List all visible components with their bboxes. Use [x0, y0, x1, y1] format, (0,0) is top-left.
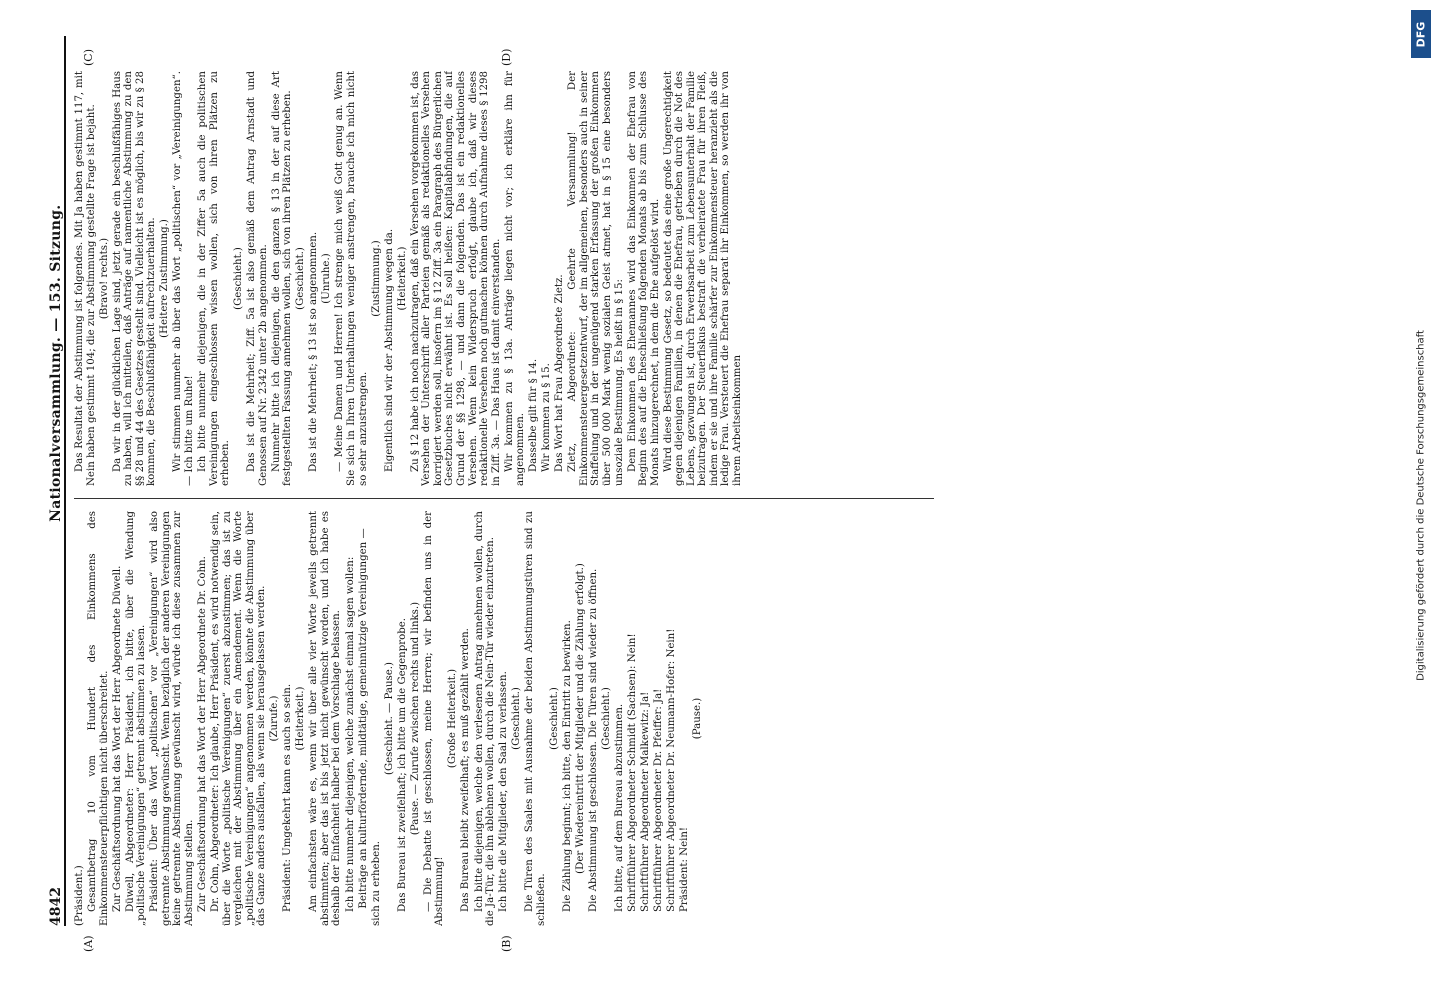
paragraph: Das Bureau bleibt zweifelhaft; es muß gezählt werden.: [460, 628, 472, 912]
paragraph: Schriftführer Abgeordneter Schmidt (Sachsen): Nein!: [627, 633, 639, 912]
interjection: (Große Heiterkeit.): [447, 668, 459, 769]
right-column: [74, 71, 934, 486]
paragraph: Das Resultat der Abstimmung ist folgendes. Mit Ja haben gestimmt 117, mit Nein haben gestimmt 104; die zur Abstimmung gestellte Frage ist bejaht.: [74, 71, 97, 486]
session-title: Nationalversammlung. — 153. Sitzung.: [48, 204, 64, 522]
paragraph: Eigentlich sind wir der Abstimmung wegen da.: [383, 228, 395, 472]
interjection: (Heitere Zustimmung.): [159, 219, 171, 338]
paragraph: Präsident: Umgekehrt kann es auch so sein.: [282, 683, 294, 912]
paragraph: Die Türen des Saales mit Ausnahme der beiden Abstimmungstüren sind zu schließen.: [524, 511, 547, 926]
paragraph: Ich bitte die Mitglieder, den Saal zu verlassen.: [498, 671, 510, 912]
interjection: (Heiterkeit.): [396, 246, 408, 311]
paragraph: Am einfachsten wäre es, wenn wir über alle vier Worte jeweils getrennt abstimmten; aber das ist bis jetzt nicht gewünscht worden, und ich habe es deshalb der Einfachheit halber bei dem Vorschlage belassen.: [308, 511, 343, 926]
left-column: [74, 511, 934, 926]
margin-mark-a: (A): [82, 935, 95, 952]
paragraph: Präsident: Nein!: [679, 826, 691, 912]
paragraph: Wir stimmen nunmehr ab über das Wort „politischen“ vor „Vereinigungen“. — Ich bitte um Ruhe!: [172, 71, 195, 486]
paragraph: Die Abstimmung ist geschlossen. Die Türen sind wieder zu öffnen.: [587, 568, 599, 912]
interjection: (Geschieht.): [600, 687, 612, 750]
paragraph: Schriftführer Abgeordneter Malkewitz: Ja!: [640, 691, 652, 912]
interjection: (Zurufe.): [269, 695, 281, 742]
paragraph: Das ist die Mehrheit; Ziff. 5a ist also gemäß dem Antrag Arnstadt und Genossen auf Nr. 2342 unter 2b angenommen.: [246, 71, 269, 486]
margin-mark-c: (C): [82, 49, 95, 66]
paragraph: Wir kommen zu § 13a. Anträge liegen nicht vor; ich erkläre ihn für angenommen.: [503, 71, 527, 486]
funding-sidebar: [1408, 0, 1434, 1000]
paragraph: Zu § 12 habe ich noch nachzutragen, daß ein Versehen vorgekommen ist, das Versehen der Unterschrift aller Parteien gemäß als redaktionelles Versehen korrigiert werden soll, insofern im § 12 Ziff. 3a ein Paragraph des Bürgerlichen Gesetzbuches nicht erwähnt ist. Es soll heißen: Kapitalabfindungen, die auf Grund der §§ 1298, — und dann die folgenden. Das ist ein redaktionelles Versehen. Wenn kein Widerspruch erfolgt, glaube ich, daß wir dieses redaktionelle Versehen noch gutmachen können durch Aufnahme dieses § 1298 in Ziff. 3a. — Das Haus ist damit einverstanden.: [409, 71, 502, 486]
interjection: (Der Wiedereintritt der Mitglieder und die Zählung erfolgt.): [574, 563, 586, 874]
paragraph: Wir kommen zu § 15.: [541, 363, 553, 472]
paragraph: — Die Debatte ist geschlossen, meine Herren; wir befinden uns in der Abstimmung!: [422, 511, 446, 926]
paragraph: Das Wort hat Frau Abgeordnete Zietz.: [554, 274, 566, 472]
interjection: (Unruhe.): [321, 253, 333, 304]
paragraph: Dr. Cohn, Abgeordneter: Ich glaube, Herr Präsident, es wird notwendig sein, über die Worte „politische Vereinigungen“ zuerst abzustimmen; das ist zu vergleichen mit der Abstimmung über ein Amendement. Wenn die Worte „politische Vereinigungen“ angenommen werden, könnte die Abstimmung über das Ganze anders ausfallen, als wenn sie herausgelassen werden.: [210, 511, 268, 926]
paragraph: Düwell, Abgeordneter: Herr Präsident, ich bitte, über die Wendung „politische Vereinigungen“ getrennt abstimmen zu lassen.: [124, 511, 148, 926]
interjection: (Bravo! rechts.): [98, 237, 110, 320]
paragraph: Präsident: Über das Wort „politischen“ vor „Vereinigungen“ wird also getrennte Abstimmung gewünscht. Wenn bezüglich der anderen Vereinigungen keine getrennte Abstimmung gewünscht wird, würde ich diese zusammen zur Abstimmung stellen.: [149, 511, 195, 926]
paragraph: sich zu erheben.: [370, 841, 382, 926]
paragraph: Gesamtbetrag 10 vom Hundert des Einkommens des Einkommensteuerpflichtigen nicht überschreitet.: [87, 511, 110, 926]
paragraph: Da wir in der glücklichen Lage sind, jetzt gerade ein beschlußfähiges Haus zu haben, will ich mitteilen, daß Anträge auf namentliche Abstimmung zu den §§ 28 und 44 des Gesetzes gestellt sind. Vielleicht ist es möglich, bis wir zu § 28 kommen, die Beschlußfähigkeit aufrechtzuerhalten.: [111, 71, 158, 486]
margin-mark-b: (B): [500, 935, 513, 952]
paragraph: Nunmehr bitte ich diejenigen, die den ganzen § 13 in der auf diese Art festgestellten Fassung annehmen wollen, sich von ihren Plätzen zu erheben.: [270, 71, 294, 486]
page-header: [36, 36, 66, 926]
page-number: 4842: [48, 887, 64, 926]
paragraph: Die Zählung beginnt; ich bitte, den Eintritt zu bewirken.: [561, 620, 573, 912]
paragraph: (Präsident.): [74, 865, 85, 926]
funding-note: Digitalisierung gefördert durch die Deutsche Forschungsgemeinschaft: [1415, 330, 1427, 681]
interjection: (Geschieht.): [295, 247, 307, 310]
interjection: (Geschieht. — Pause.): [383, 662, 395, 775]
paragraph: Ich bitte diejenigen, welche den verlesenen Antrag annehmen wollen, durch die Ja-Tür, die ihn ablehnen wollen, durch die Nein-Tür wieder einzutreten.: [473, 511, 497, 926]
column-divider: [74, 498, 934, 499]
interjection: (Geschieht.): [548, 687, 560, 750]
paragraph: Zur Geschäftsordnung hat das Wort der Herr Abgeordnete Düwell.: [111, 565, 123, 912]
paragraph: Ich bitte nunmehr diejenigen, welche zunächst einmal sagen wollen:: [344, 556, 356, 912]
interjection: (Pause. — Zurufe zwischen rechts und links.): [409, 601, 421, 836]
page-content: [30, 36, 1410, 966]
paragraph: Schriftführer Abgeordneter Dr. Pfeiffer: Ja!: [653, 688, 665, 912]
paragraph: — Meine Damen und Herren! Ich strenge mich weiß Gott genug an. Wenn Sie sich in Ihren Unterhaltungen weniger anstrengen, brauche ich mich nicht so sehr anzustrengen.: [334, 71, 369, 486]
paragraph: Schriftführer Abgeordneter Dr. Neumann-Hofer: Nein!: [666, 628, 678, 912]
margin-mark-d: (D): [500, 48, 513, 66]
interjection: (Geschieht.): [233, 247, 245, 310]
scanned-page: [30, 36, 1410, 966]
interjection: (Zustimmung.): [370, 240, 382, 317]
paragraph: Ich bitte nunmehr diejenigen, die in der Ziffer 5a auch die politischen Vereinigungen eingeschlossen wissen wollen, sich von ihren Plätzen zu erheben.: [196, 71, 232, 486]
interjection: (Heiterkeit.): [295, 686, 307, 751]
paragraph: Zur Geschäftsordnung hat das Wort der Herr Abgeordnete Dr. Cohn.: [196, 556, 208, 912]
paragraph: Das ist die Mehrheit; § 13 ist so angenommen.: [308, 231, 320, 472]
paragraph: Dasselbe gilt für § 14.: [528, 358, 540, 472]
paragraph: Zietz, Abgeordnete: Geehrte Versammlung! Der Einkommensteuergesetzentwurf, der im allgemeinen, besonders auch in seiner Staffelung und in der ungenügend starken Erfassung der großen Einkommen über 500 000 Mark wenig sozialen Geist atmet, hat in § 15 eine besonders unsoziale Bestimmung. Es heißt in § 15:: [567, 71, 625, 486]
paragraph: Ich bitte, auf dem Bureau abzustimmen.: [614, 703, 626, 912]
dfg-logo: [1411, 10, 1431, 58]
interjection: (Pause.): [692, 697, 704, 740]
paragraph: Wird diese Bestimmung Gesetz, so bedeutet das eine große Ungerechtigkeit gegen diejenigen Familien, in denen die Ehefrau, getrieben durch die Not des Lebens, gezwungen ist, durch Erwerbsarbeit zum Lebensunterhalt der Familie beizutragen. Der Steuerfiskus bestraft die verheiratete Frau für ihren Fleiß, indem er sie und ihre Familie schärfer zur Einkommensteuer heranzieht als die ledige Frau. Versteuert die Ehefrau separat ihr Einkommen, so werden ihr von ihrem Arbeitseinkommen: [662, 71, 744, 486]
quoted-clause: Dem Einkommen des Ehemannes wird das Einkommen der Ehefrau von Beginn des auf die Eheschließung folgenden Monats ab bis zum Schlusse des Monats hinzugerechnet, in dem die Ehe aufgelöst wird.: [626, 71, 661, 486]
paragraph: Beiträge an kulturfördernde, mildtätige, gemeinnützige Vereinigungen —: [357, 528, 369, 909]
paragraph: Das Bureau ist zweifelhaft; ich bitte um die Gegenprobe.: [396, 617, 408, 912]
interjection: (Geschieht.): [511, 687, 523, 750]
dfg-logo-text: DFG: [1414, 21, 1428, 47]
